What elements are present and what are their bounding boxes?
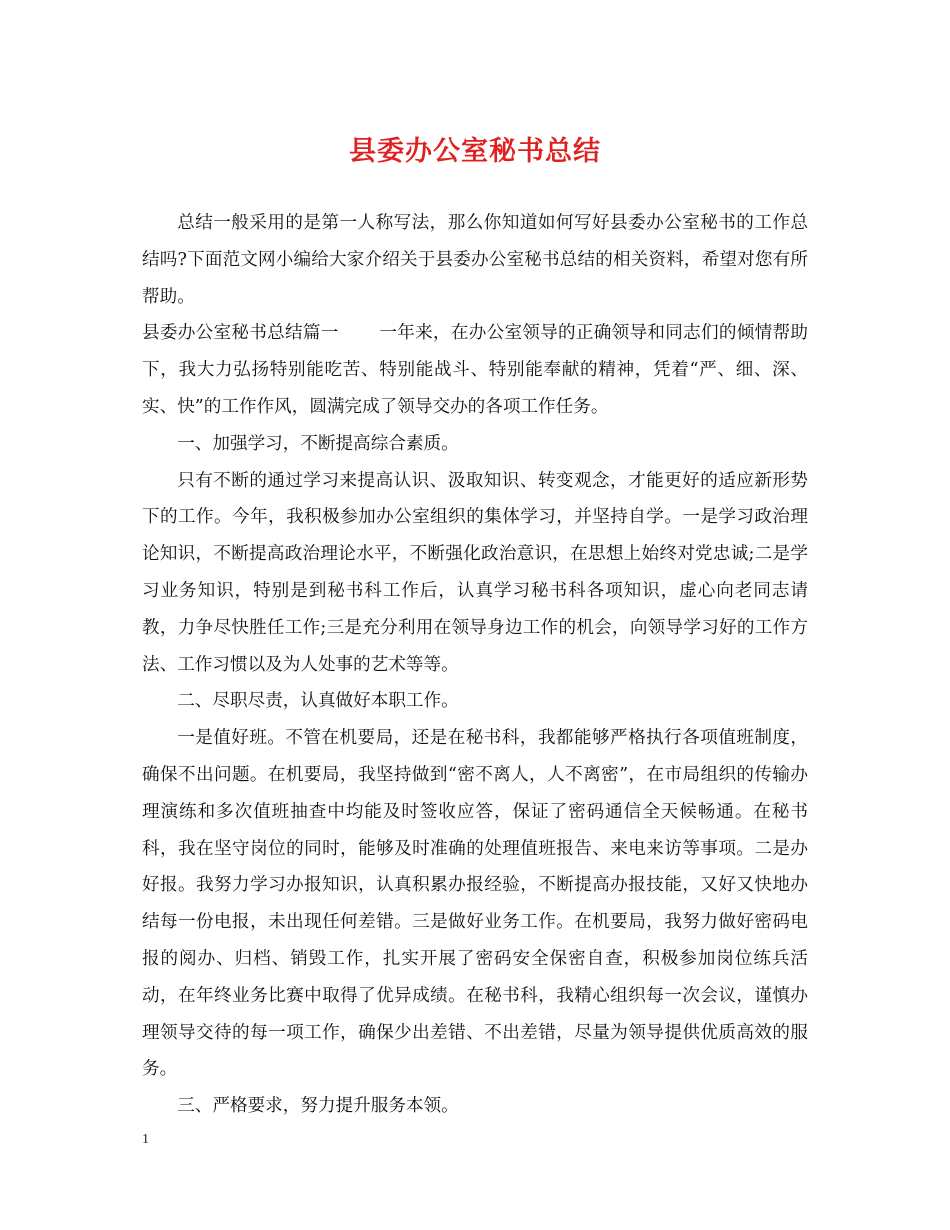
document-body bbox=[142, 205, 808, 1125]
heading-three: 三、严格要求，努力提升服务本领。 bbox=[177, 1096, 459, 1117]
section-title: 县委办公室秘书总结篇一 bbox=[142, 323, 339, 344]
section-lead: 一年来，在办公室领导的正确领导和同志们的倾情帮助下，我大力弘扬特别能吃苦、特别能战斗、特别能奉献的精神，凭着“严、细、深、实、快”的工作作风，圆满完成了领导交办的各项工作任务。 bbox=[142, 323, 808, 417]
heading-one: 一、加强学习，不断提高综合素质。 bbox=[177, 433, 459, 454]
heading-two: 二、尽职尽责，认真做好本职工作。 bbox=[177, 691, 459, 712]
intro-paragraph: 总结一般采用的是第一人称写法，那么你知道如何写好县委办公室秘书的工作总结吗?下面范文网小编给大家介绍关于县委办公室秘书总结的相关资料，希望对您有所帮助。 bbox=[142, 213, 808, 307]
section-paragraph bbox=[142, 315, 808, 425]
page-number: 1 bbox=[142, 1132, 149, 1147]
document-title: 县委办公室秘书总结 bbox=[349, 136, 601, 167]
paragraph-two: 一是值好班。不管在机要局，还是在秘书科，我都能够严格执行各项值班制度，确保不出问题。在机要局，我坚持做到“密不离人，人不离密”，在市局组织的传输办理演练和多次值班抽查中均能及时签收应答，保证了密码通信全天候畅通。在秘书科，我在坚守岗位的同时，能够及时准确的处理值班报告、来电来访等事项。二是办好报。我努力学习办报知识，认真积累办报经验，不断提高办报技能，又好又快地办结每一份电报，未出现任何差错。三是做好业务工作。在机要局，我努力做好密码电报的阅办、归档、销毁工作，扎实开展了密码安全保密自查，积极参加岗位练兵活动，在年终业务比赛中取得了优异成绩。在秘书科，我精心组织每一次会议，谨慎办理领导交待的每一项工作，确保少出差错、不出差错，尽量为领导提供优质高效的服务。 bbox=[142, 728, 808, 1080]
paragraph-one: 只有不断的通过学习来提高认识、汲取知识、转变观念，才能更好的适应新形势下的工作。今年，我积极参加办公室组织的集体学习，并坚持自学。一是学习政治理论知识，不断提高政治理论水平，不断强化政治意识，在思想上始终对党忠诚;二是学习业务知识，特别是到秘书科工作后，认真学习秘书科各项知识，虚心向老同志请教，力争尽快胜任工作;三是充分利用在领导身边工作的机会，向领导学习好的工作方法、工作习惯以及为人处事的艺术等等。 bbox=[142, 470, 808, 675]
